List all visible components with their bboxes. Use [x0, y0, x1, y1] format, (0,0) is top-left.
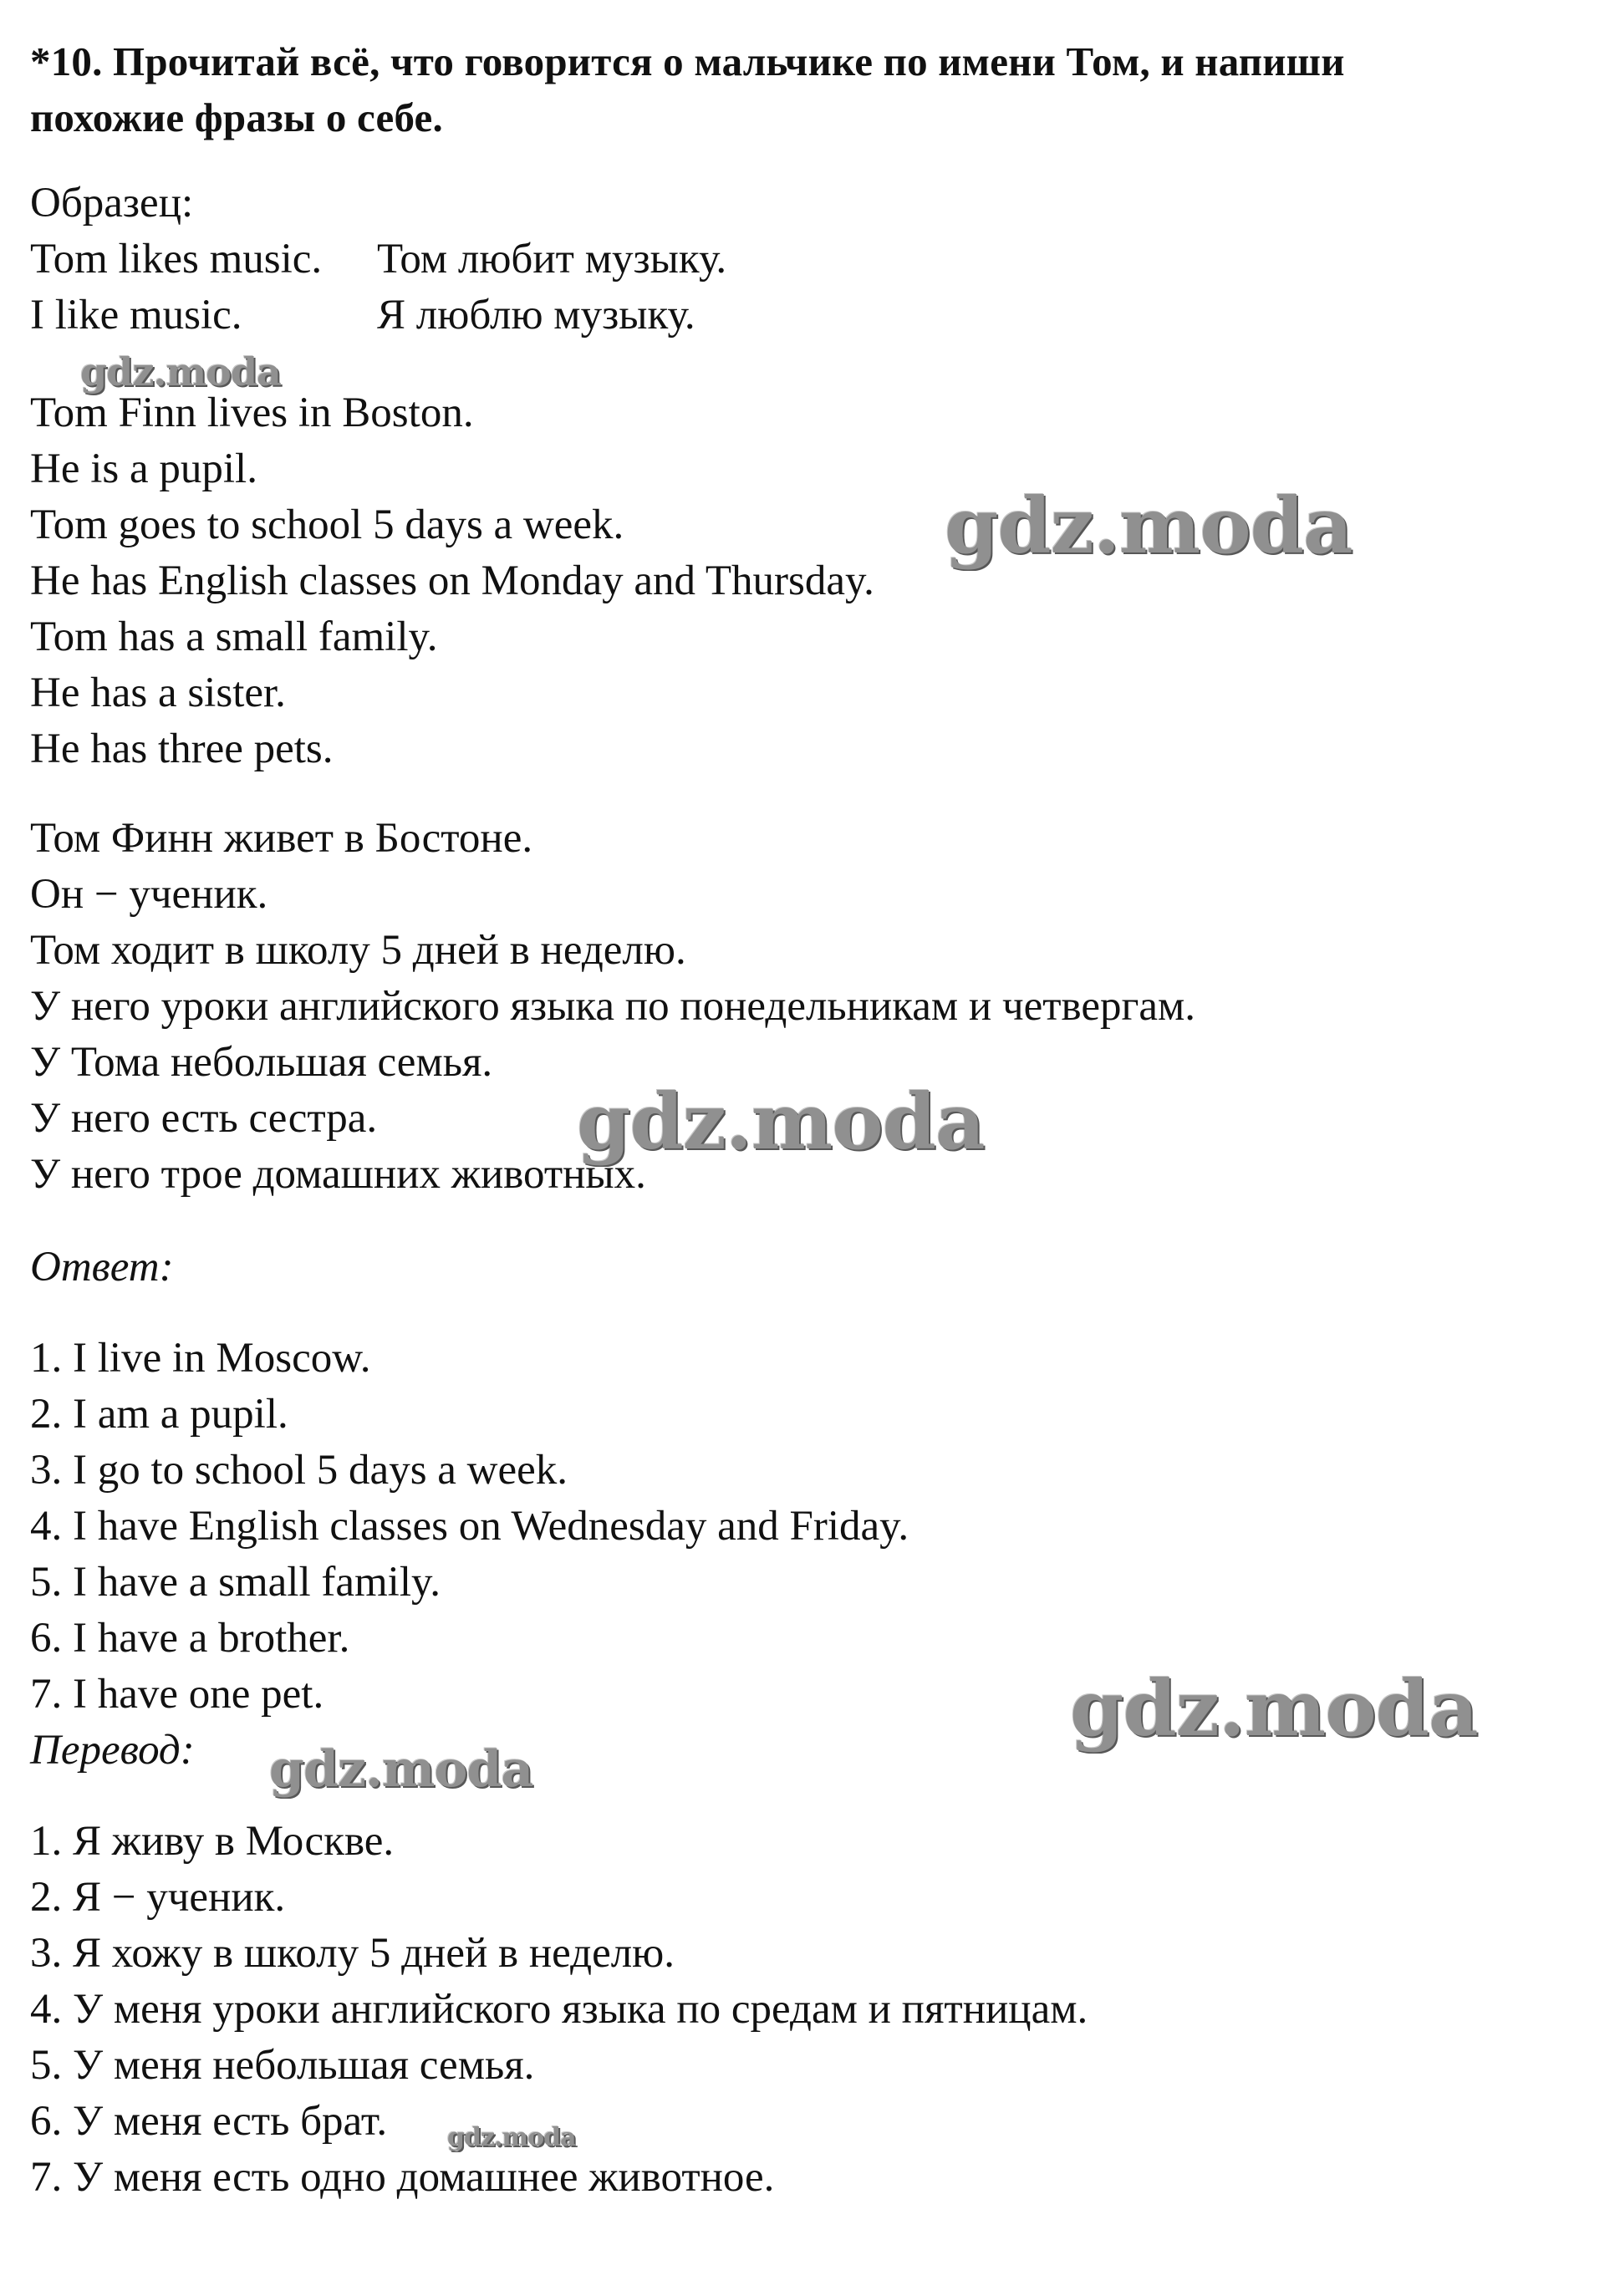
- answer-item: 4. I have English classes on Wednesday and Friday.: [30, 1503, 909, 1550]
- answer-item: 3. I go to school 5 days a week.: [30, 1447, 568, 1494]
- text-line: Он − ученик.: [30, 871, 268, 918]
- sample-row: [30, 232, 1602, 288]
- translation-item: 2. Я − ученик.: [30, 1874, 286, 1921]
- task-title-line-2: похожие фразы о себе.: [30, 94, 443, 140]
- text-line: У него уроки английского языка по понедельникам и четвергам.: [30, 983, 1196, 1030]
- sample-russian: Я люблю музыку.: [377, 292, 695, 339]
- watermark: gdz.moda: [447, 2123, 576, 2152]
- task-title-line-1: *10. Прочитай всё, что говорится о мальчике по имени Том, и напиши: [30, 38, 1345, 84]
- answer-item: 2. I am a pupil.: [30, 1391, 288, 1438]
- text-line: He has three pets.: [30, 725, 334, 772]
- translation-item: 7. У меня есть одно домашнее животное.: [30, 2154, 775, 2201]
- answer-item: 6. I have a brother.: [30, 1615, 350, 1662]
- sample-label: Образец:: [30, 180, 194, 227]
- text-line: He is a pupil.: [30, 445, 257, 492]
- translation-item: 4. У меня уроки английского языка по средам и пятницам.: [30, 1986, 1088, 2033]
- task-title: [30, 33, 1602, 145]
- answer-item: 5. I have a small family.: [30, 1559, 441, 1606]
- tom-english-text: [30, 385, 1602, 777]
- sample-row: [30, 288, 1602, 344]
- answer-item: 1. I live in Moscow.: [30, 1335, 371, 1382]
- watermark: gdz.moda: [80, 349, 281, 395]
- sample-block: [30, 176, 1602, 344]
- text-line: Том ходит в школу 5 дней в неделю.: [30, 927, 686, 974]
- translation-heading: Перевод:: [30, 1727, 195, 1774]
- text-line: He has English classes on Monday and Thursday.: [30, 557, 874, 604]
- answer-heading: Ответ:: [30, 1244, 174, 1291]
- text-line: Tom goes to school 5 days a week.: [30, 501, 624, 548]
- watermark: gdz.moda: [269, 1740, 533, 1799]
- sample-english: I like music.: [30, 292, 242, 339]
- text-line: Том Финн живет в Бостоне.: [30, 815, 533, 862]
- translation-item: 5. У меня небольшая семья.: [30, 2042, 535, 2089]
- sample-russian: Том любит музыку.: [377, 236, 727, 283]
- watermark: gdz.moda: [1070, 1663, 1478, 1754]
- text-line: У Тома небольшая семья.: [30, 1039, 493, 1086]
- answer-item: 7. I have one pet.: [30, 1671, 324, 1718]
- text-line: Tom Finn lives in Boston.: [30, 389, 474, 436]
- translation-item: 1. Я живу в Москве.: [30, 1818, 395, 1865]
- watermark: gdz.moda: [577, 1077, 985, 1167]
- translation-item: 6. У меня есть брат.: [30, 2098, 388, 2145]
- text-line: У него есть сестра.: [30, 1095, 378, 1142]
- text-line: He has a sister.: [30, 669, 286, 716]
- text-line: У него трое домашних животных.: [30, 1151, 646, 1198]
- sample-english: Tom likes music.: [30, 236, 323, 283]
- text-line: Tom has a small family.: [30, 613, 438, 660]
- translation-item: 3. Я хожу в школу 5 дней в неделю.: [30, 1930, 675, 1977]
- watermark: gdz.moda: [945, 481, 1353, 571]
- translation-list: [30, 1814, 1602, 2206]
